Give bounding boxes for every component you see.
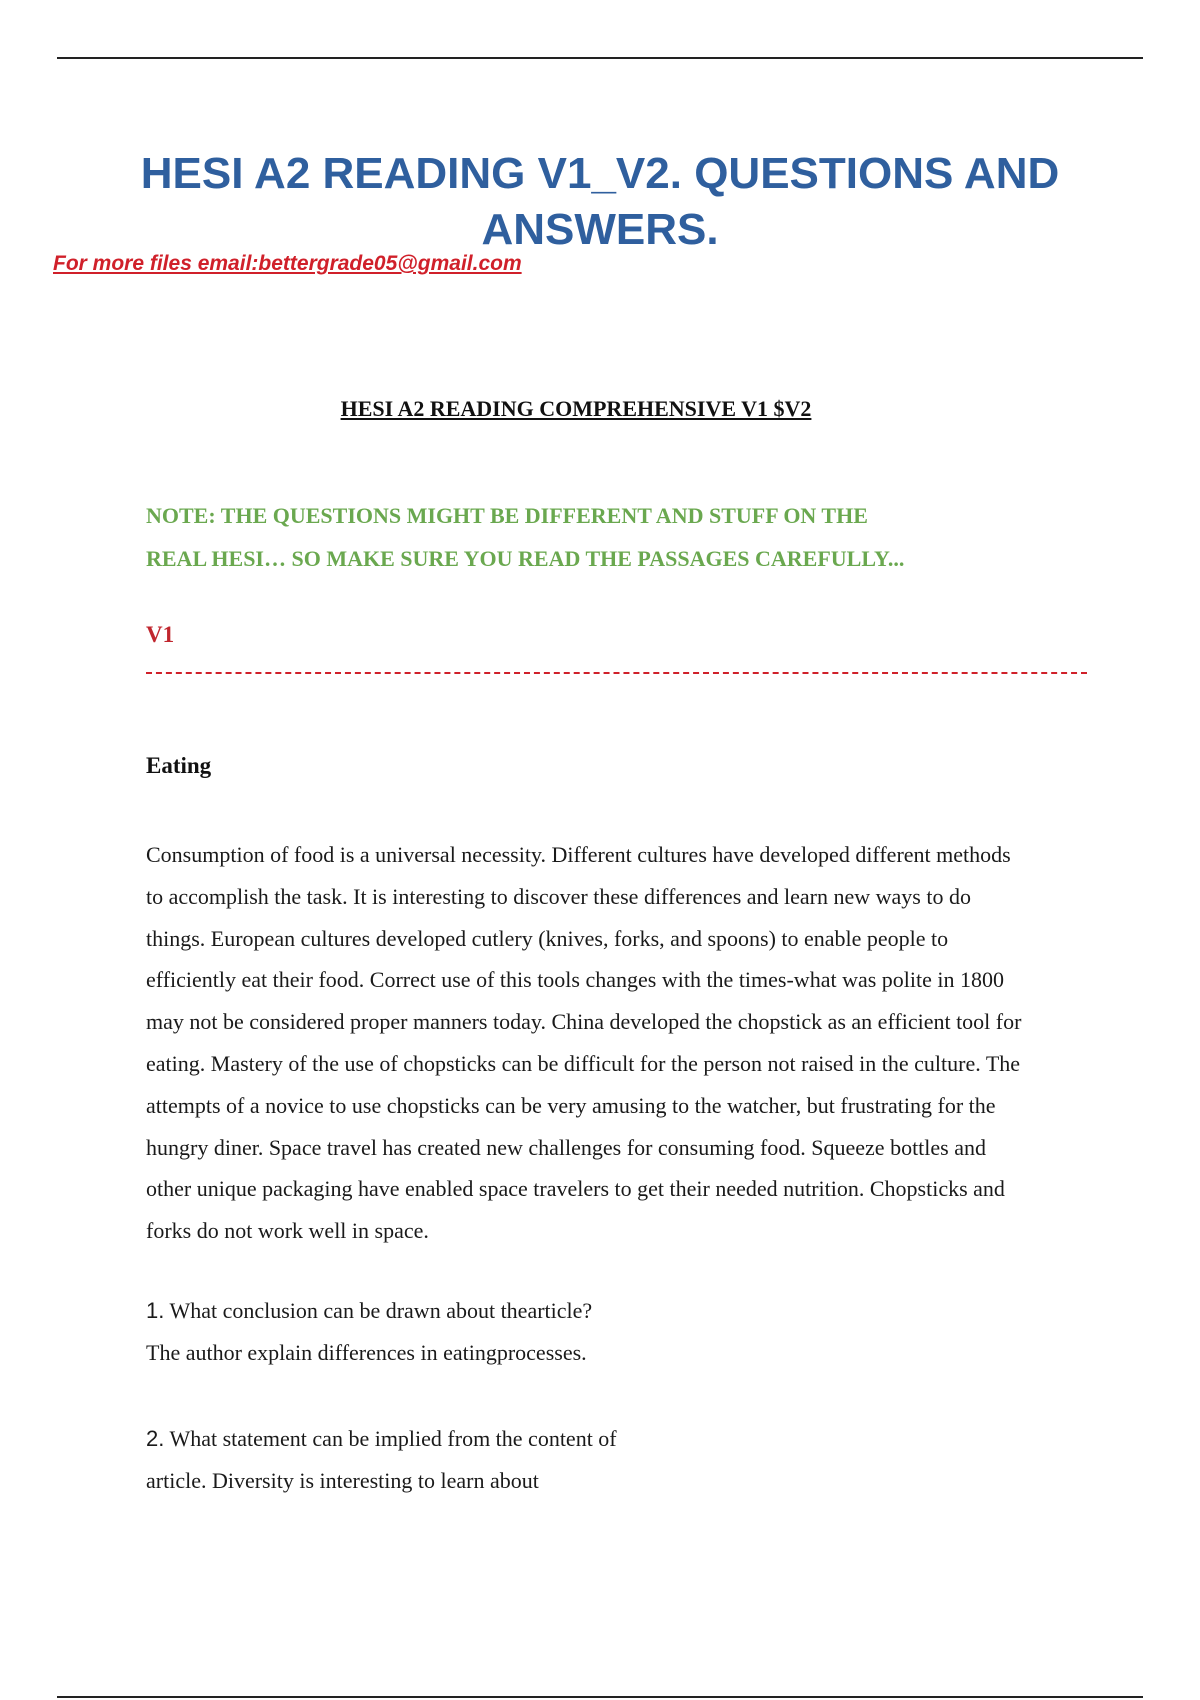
- passage-line: other unique packaging have enabled space travelers to get their needed nutrition. Chopsticks and: [146, 1176, 1005, 1202]
- title-line-2: ANSWERS.: [481, 205, 719, 254]
- top-rule: [57, 57, 1143, 59]
- reading-passage: [146, 834, 1106, 1252]
- contact-email-link[interactable]: For more files email:bettergrade05@gmail.com: [53, 252, 522, 275]
- question-block: [146, 1418, 1106, 1502]
- passage-line: efficiently eat their food. Correct use of this tools changes with the times-what was polite in 1800: [146, 967, 1004, 993]
- question-block: [146, 1290, 1106, 1374]
- passage-line: eating. Mastery of the use of chopsticks can be difficult for the person not raised in the culture. The: [146, 1050, 1021, 1076]
- answer-text: The author explain differences in eatingprocesses.: [146, 1340, 587, 1365]
- passage-line: Consumption of food is a universal necessity. Different cultures have developed different methods: [146, 842, 1011, 867]
- passage-line: to accomplish the task. It is interesting to discover these differences and learn new ways to do: [146, 883, 971, 909]
- passage-line: forks do not work well in space.: [146, 1218, 429, 1244]
- note-line-2: REAL HESI… SO MAKE SURE YOU READ THE PASSAGES CAREFULLY...: [146, 546, 905, 571]
- title-line-1: HESI A2 READING V1_V2. QUESTIONS AND: [140, 149, 1060, 198]
- section-heading: Eating: [146, 753, 212, 778]
- question-number: 1.: [146, 1298, 165, 1323]
- question-number: 2.: [146, 1426, 165, 1451]
- passage-line: may not be considered proper manners today. China developed the chopstick as an efficient tool for: [146, 1009, 1022, 1035]
- passage-line: hungry diner. Space travel has created new challenges for consuming food. Squeeze bottles and: [146, 1134, 986, 1160]
- bottom-rule: [57, 1696, 1143, 1698]
- question-text: What conclusion can be drawn about thearticle?: [164, 1298, 593, 1323]
- passage-line: things. European cultures developed cutlery (knives, forks, and spoons) to enable people to: [146, 925, 949, 951]
- passage-line: attempts of a novice to use chopsticks can be very amusing to the watcher, but frustrating for the: [146, 1092, 996, 1118]
- dashed-divider: [146, 672, 1087, 674]
- question-text: What statement can be implied from the content of: [164, 1426, 617, 1451]
- version-label: V1: [146, 622, 175, 647]
- note-text: [146, 494, 1106, 580]
- note-line-1: NOTE: THE QUESTIONS MIGHT BE DIFFERENT AND STUFF ON THE: [146, 503, 868, 528]
- document-title: [100, 146, 1100, 258]
- document-subtitle: HESI A2 READING COMPREHENSIVE V1 $V2: [340, 396, 812, 421]
- answer-text: article. Diversity is interesting to learn about: [146, 1468, 539, 1493]
